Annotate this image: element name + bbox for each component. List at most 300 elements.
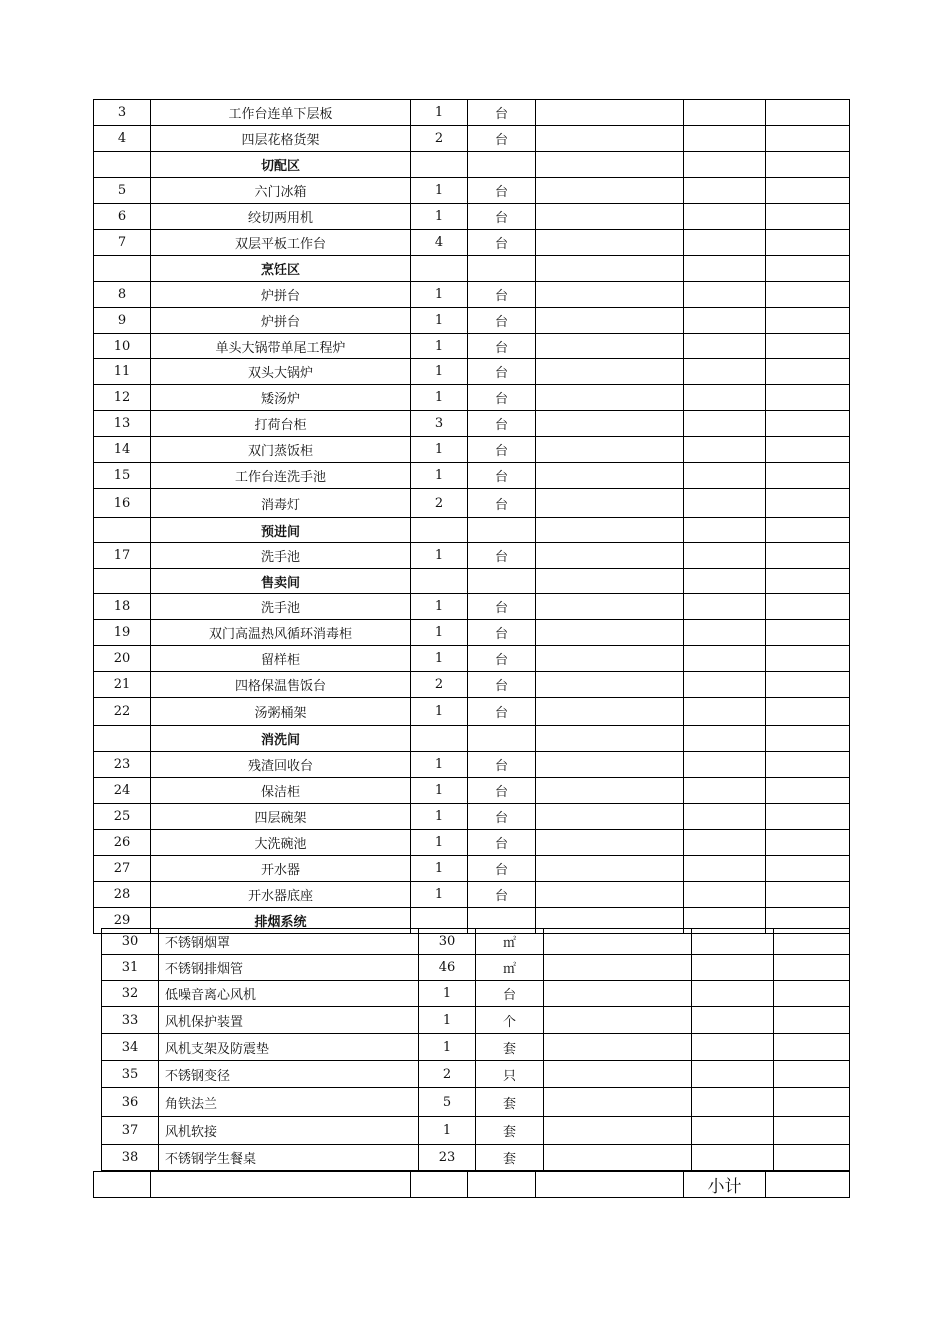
cell-empty <box>536 126 684 152</box>
cell-unit: 台 <box>468 437 536 463</box>
cell-name: 单头大锅带单尾工程炉 <box>151 334 411 359</box>
cell-no: 6 <box>94 204 151 230</box>
cell-name: 风机支架及防震垫 <box>159 1034 419 1061</box>
cell-qty: 1 <box>411 385 468 411</box>
table-row <box>94 489 850 518</box>
cell-qty: 1 <box>411 543 468 569</box>
cell-qty: 4 <box>411 230 468 256</box>
table-row <box>94 594 850 620</box>
cell-empty <box>536 518 684 543</box>
cell-name: 低噪音离心风机 <box>159 981 419 1007</box>
cell-empty <box>684 726 766 752</box>
cell-unit: 台 <box>476 981 544 1007</box>
table-row <box>94 437 850 463</box>
cell-unit: 台 <box>468 594 536 620</box>
cell-empty <box>536 594 684 620</box>
section-row <box>94 152 850 178</box>
cell-no: 20 <box>94 646 151 672</box>
cell-name: 开水器 <box>151 856 411 882</box>
cell-name: 洗手池 <box>151 594 411 620</box>
cell-empty <box>692 1061 774 1088</box>
cell-qty: 1 <box>411 804 468 830</box>
cell-no: 28 <box>94 882 151 908</box>
cell-empty <box>766 830 850 856</box>
cell-no: 38 <box>102 1145 159 1171</box>
cell-no: 15 <box>94 463 151 489</box>
cell-no: 8 <box>94 282 151 308</box>
table-row <box>102 955 850 981</box>
cell-empty <box>536 437 684 463</box>
cell-empty <box>766 672 850 698</box>
cell-no: 25 <box>94 804 151 830</box>
cell-empty <box>774 955 850 981</box>
section-row <box>94 569 850 594</box>
cell-name: 双门蒸饭柜 <box>151 437 411 463</box>
cell-empty <box>684 882 766 908</box>
cell-no: 33 <box>102 1007 159 1034</box>
subtotal-table <box>93 1171 850 1198</box>
table-row <box>94 308 850 334</box>
cell-qty: 23 <box>419 1145 476 1171</box>
cell-empty <box>536 726 684 752</box>
cell-empty <box>766 594 850 620</box>
cell-no: 5 <box>94 178 151 204</box>
table-row <box>94 204 850 230</box>
cell-qty: 1 <box>411 830 468 856</box>
cell-name: 售卖间 <box>151 569 411 594</box>
cell-name: 风机软接 <box>159 1117 419 1145</box>
cell-name: 消洗间 <box>151 726 411 752</box>
cell-no: 17 <box>94 543 151 569</box>
cell-qty: 1 <box>419 1034 476 1061</box>
cell-unit: 台 <box>468 204 536 230</box>
cell-no: 16 <box>94 489 151 518</box>
cell-qty <box>411 726 468 752</box>
cell-empty <box>536 178 684 204</box>
cell-name: 不锈钢排烟管 <box>159 955 419 981</box>
table-row <box>94 282 850 308</box>
cell-name: 矮汤炉 <box>151 385 411 411</box>
cell-no: 37 <box>102 1117 159 1145</box>
cell-empty <box>684 489 766 518</box>
cell-no: 9 <box>94 308 151 334</box>
cell-qty: 1 <box>411 620 468 646</box>
cell-empty <box>766 411 850 437</box>
cell-no: 36 <box>102 1088 159 1117</box>
cell-qty: 1 <box>411 856 468 882</box>
cell-unit: ㎡ <box>476 929 544 955</box>
cell-empty <box>766 726 850 752</box>
cell-empty <box>684 752 766 778</box>
table-row <box>94 100 850 126</box>
cell-no: 30 <box>102 929 159 955</box>
cell-empty <box>692 1145 774 1171</box>
cell-qty: 2 <box>411 126 468 152</box>
table-row <box>94 463 850 489</box>
cell-name: 不锈钢烟罩 <box>159 929 419 955</box>
cell-empty <box>766 437 850 463</box>
cell-empty <box>684 230 766 256</box>
cell-empty <box>536 359 684 385</box>
cell-name: 炉拼台 <box>151 282 411 308</box>
cell-name: 角铁法兰 <box>159 1088 419 1117</box>
table-row <box>102 1034 850 1061</box>
cell-qty: 1 <box>411 594 468 620</box>
cell-no: 22 <box>94 698 151 726</box>
cell-empty <box>766 178 850 204</box>
cell-unit: 台 <box>468 489 536 518</box>
cell-qty: 1 <box>411 463 468 489</box>
cell-no: 24 <box>94 778 151 804</box>
cell-name: 大洗碗池 <box>151 830 411 856</box>
cell-no: 12 <box>94 385 151 411</box>
cell-empty <box>684 308 766 334</box>
table-row <box>94 178 850 204</box>
cell-empty <box>684 698 766 726</box>
cell-unit: 台 <box>468 830 536 856</box>
cell-empty <box>766 543 850 569</box>
cell-name: 汤粥桶架 <box>151 698 411 726</box>
cell-unit: 台 <box>468 308 536 334</box>
cell-no <box>94 152 151 178</box>
cell-empty <box>766 100 850 126</box>
cell-empty <box>684 778 766 804</box>
cell-qty <box>411 569 468 594</box>
cell-empty <box>536 385 684 411</box>
cell-empty <box>536 778 684 804</box>
cell-empty <box>684 178 766 204</box>
cell-qty: 3 <box>411 411 468 437</box>
cell-empty <box>544 1034 692 1061</box>
cell-empty <box>536 463 684 489</box>
cell-empty <box>544 1145 692 1171</box>
cell-name: 绞切两用机 <box>151 204 411 230</box>
cell-unit: 台 <box>468 230 536 256</box>
cell-no: 32 <box>102 981 159 1007</box>
cell-empty <box>536 804 684 830</box>
cell-empty <box>774 1088 850 1117</box>
cell-empty <box>684 437 766 463</box>
cell-name: 六门冰箱 <box>151 178 411 204</box>
cell-no: 11 <box>94 359 151 385</box>
cell-empty <box>684 385 766 411</box>
cell-empty <box>766 778 850 804</box>
cell-empty <box>468 1172 536 1198</box>
cell-empty <box>684 620 766 646</box>
table-row <box>94 672 850 698</box>
cell-empty <box>684 830 766 856</box>
cell-empty <box>766 126 850 152</box>
cell-qty: 1 <box>419 1117 476 1145</box>
cell-empty <box>544 1088 692 1117</box>
cell-no <box>94 726 151 752</box>
cell-empty <box>536 230 684 256</box>
table-row <box>102 1088 850 1117</box>
cell-qty: 1 <box>411 437 468 463</box>
cell-unit: 台 <box>468 334 536 359</box>
cell-empty <box>536 489 684 518</box>
cell-empty <box>774 1034 850 1061</box>
cell-empty <box>544 1117 692 1145</box>
cell-qty: 1 <box>411 778 468 804</box>
cell-unit: 台 <box>468 672 536 698</box>
cell-qty: 1 <box>419 1007 476 1034</box>
cell-empty <box>774 1061 850 1088</box>
table-row <box>94 385 850 411</box>
cell-name: 不锈钢学生餐桌 <box>159 1145 419 1171</box>
cell-empty <box>684 100 766 126</box>
table-row <box>94 411 850 437</box>
cell-empty <box>766 856 850 882</box>
table-row <box>94 882 850 908</box>
cell-qty: 5 <box>419 1088 476 1117</box>
cell-empty <box>536 334 684 359</box>
cell-name: 烹饪区 <box>151 256 411 282</box>
cell-empty <box>151 1172 411 1198</box>
cell-qty: 1 <box>411 646 468 672</box>
equipment-table-upper <box>93 99 850 934</box>
cell-unit: 只 <box>476 1061 544 1088</box>
cell-empty <box>692 981 774 1007</box>
cell-unit: 台 <box>468 385 536 411</box>
cell-empty <box>766 489 850 518</box>
table-row <box>102 929 850 955</box>
cell-no <box>94 518 151 543</box>
cell-empty <box>766 752 850 778</box>
cell-name: 工作台连单下层板 <box>151 100 411 126</box>
table-row <box>94 804 850 830</box>
cell-empty <box>766 698 850 726</box>
cell-unit <box>468 152 536 178</box>
table-row <box>94 359 850 385</box>
cell-empty <box>684 856 766 882</box>
cell-empty <box>766 204 850 230</box>
table-row <box>94 334 850 359</box>
cell-empty <box>692 1007 774 1034</box>
cell-name: 工作台连洗手池 <box>151 463 411 489</box>
cell-empty <box>766 256 850 282</box>
cell-unit: 台 <box>468 100 536 126</box>
table-row <box>94 126 850 152</box>
cell-no: 34 <box>102 1034 159 1061</box>
cell-name: 保洁柜 <box>151 778 411 804</box>
cell-empty <box>766 152 850 178</box>
table-row <box>102 981 850 1007</box>
cell-empty <box>536 1172 684 1198</box>
cell-name: 四层花格货架 <box>151 126 411 152</box>
cell-empty <box>766 359 850 385</box>
cell-empty <box>766 334 850 359</box>
cell-qty <box>411 256 468 282</box>
cell-qty: 2 <box>419 1061 476 1088</box>
table-row <box>94 830 850 856</box>
cell-empty <box>544 1007 692 1034</box>
cell-empty <box>684 334 766 359</box>
table-row <box>94 620 850 646</box>
cell-qty: 1 <box>411 359 468 385</box>
cell-empty <box>684 204 766 230</box>
cell-empty <box>774 1007 850 1034</box>
cell-qty: 1 <box>411 204 468 230</box>
cell-name: 双层平板工作台 <box>151 230 411 256</box>
cell-empty <box>536 882 684 908</box>
cell-unit: 台 <box>468 282 536 308</box>
cell-unit: 台 <box>468 856 536 882</box>
cell-no <box>94 569 151 594</box>
cell-qty: 46 <box>419 955 476 981</box>
cell-name: 开水器底座 <box>151 882 411 908</box>
cell-empty <box>684 359 766 385</box>
cell-qty: 1 <box>411 698 468 726</box>
cell-empty <box>766 569 850 594</box>
cell-empty <box>766 308 850 334</box>
cell-empty <box>766 385 850 411</box>
cell-unit: 台 <box>468 359 536 385</box>
cell-empty <box>94 1172 151 1198</box>
cell-qty: 30 <box>419 929 476 955</box>
table-row <box>94 698 850 726</box>
table-row <box>102 1007 850 1034</box>
subtotal-value <box>766 1172 850 1198</box>
cell-unit <box>468 569 536 594</box>
cell-name: 不锈钢变径 <box>159 1061 419 1088</box>
cell-name: 残渣回收台 <box>151 752 411 778</box>
cell-empty <box>684 543 766 569</box>
cell-name: 排烟系统 <box>151 908 411 934</box>
cell-no: 29 <box>94 908 151 934</box>
subtotal-row <box>94 1172 850 1198</box>
cell-empty <box>544 1061 692 1088</box>
cell-unit: 台 <box>468 411 536 437</box>
cell-empty <box>544 955 692 981</box>
cell-no: 7 <box>94 230 151 256</box>
table-row <box>102 1145 850 1171</box>
cell-empty <box>684 518 766 543</box>
cell-empty <box>684 411 766 437</box>
table-row <box>94 856 850 882</box>
cell-name: 洗手池 <box>151 543 411 569</box>
cell-name: 风机保护装置 <box>159 1007 419 1034</box>
cell-unit <box>468 256 536 282</box>
cell-no: 10 <box>94 334 151 359</box>
cell-empty <box>536 856 684 882</box>
cell-empty <box>536 204 684 230</box>
cell-qty: 2 <box>411 672 468 698</box>
cell-no: 18 <box>94 594 151 620</box>
cell-empty <box>684 804 766 830</box>
cell-no: 14 <box>94 437 151 463</box>
cell-name: 双头大锅炉 <box>151 359 411 385</box>
cell-name: 打荷台柜 <box>151 411 411 437</box>
cell-empty <box>684 672 766 698</box>
table-row <box>102 1117 850 1145</box>
cell-no: 13 <box>94 411 151 437</box>
cell-unit: 套 <box>476 1088 544 1117</box>
cell-unit <box>468 726 536 752</box>
cell-empty <box>684 569 766 594</box>
cell-empty <box>766 463 850 489</box>
cell-no: 3 <box>94 100 151 126</box>
cell-empty <box>684 646 766 672</box>
cell-no: 23 <box>94 752 151 778</box>
cell-no <box>94 256 151 282</box>
cell-empty <box>684 256 766 282</box>
cell-empty <box>692 1034 774 1061</box>
cell-empty <box>536 752 684 778</box>
cell-qty: 1 <box>419 981 476 1007</box>
section-row <box>94 256 850 282</box>
cell-unit: 台 <box>468 778 536 804</box>
cell-empty <box>774 1145 850 1171</box>
cell-empty <box>536 152 684 178</box>
cell-qty: 1 <box>411 178 468 204</box>
cell-qty: 1 <box>411 100 468 126</box>
cell-name: 双门高温热风循环消毒柜 <box>151 620 411 646</box>
cell-no: 27 <box>94 856 151 882</box>
cell-empty <box>684 126 766 152</box>
cell-empty <box>536 698 684 726</box>
cell-empty <box>536 282 684 308</box>
cell-name: 消毒灯 <box>151 489 411 518</box>
cell-empty <box>536 672 684 698</box>
equipment-table-exhaust <box>101 928 850 1171</box>
cell-name: 切配区 <box>151 152 411 178</box>
cell-empty <box>692 1088 774 1117</box>
section-row <box>94 518 850 543</box>
cell-empty <box>536 830 684 856</box>
cell-empty <box>536 100 684 126</box>
cell-qty: 1 <box>411 282 468 308</box>
cell-empty <box>536 569 684 594</box>
cell-name: 预进间 <box>151 518 411 543</box>
cell-empty <box>766 620 850 646</box>
cell-empty <box>544 929 692 955</box>
cell-no: 19 <box>94 620 151 646</box>
cell-empty <box>536 308 684 334</box>
cell-qty: 2 <box>411 489 468 518</box>
table-row <box>94 752 850 778</box>
cell-empty <box>774 929 850 955</box>
cell-empty <box>692 955 774 981</box>
cell-empty <box>766 282 850 308</box>
cell-qty <box>411 518 468 543</box>
cell-empty <box>536 543 684 569</box>
cell-unit: 台 <box>468 178 536 204</box>
cell-empty <box>766 804 850 830</box>
table-row <box>94 543 850 569</box>
cell-empty <box>774 981 850 1007</box>
cell-unit: 台 <box>468 543 536 569</box>
cell-qty: 1 <box>411 882 468 908</box>
cell-unit: 台 <box>468 126 536 152</box>
cell-empty <box>684 152 766 178</box>
cell-empty <box>536 256 684 282</box>
table-row <box>94 230 850 256</box>
cell-qty: 1 <box>411 334 468 359</box>
cell-unit: 套 <box>476 1117 544 1145</box>
subtotal-label: 小计 <box>684 1172 766 1198</box>
cell-name: 四层碗架 <box>151 804 411 830</box>
cell-empty <box>774 1117 850 1145</box>
cell-empty <box>544 981 692 1007</box>
cell-empty <box>766 518 850 543</box>
cell-qty: 1 <box>411 308 468 334</box>
cell-empty <box>766 230 850 256</box>
cell-unit: 套 <box>476 1145 544 1171</box>
cell-unit: 台 <box>468 804 536 830</box>
cell-unit: 台 <box>468 463 536 489</box>
cell-empty <box>684 463 766 489</box>
